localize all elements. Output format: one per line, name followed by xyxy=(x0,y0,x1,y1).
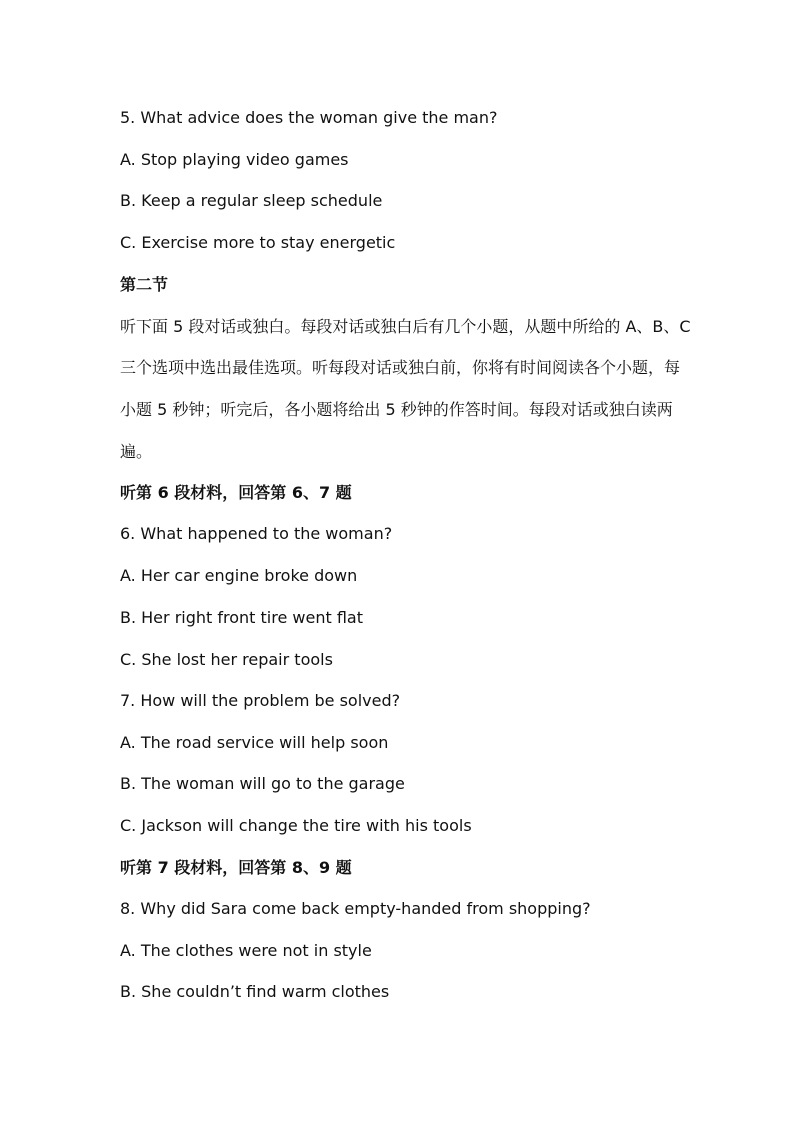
question-6: 6. What happened to the woman? xyxy=(120,524,393,543)
section-2-instructions-line-4: 遍。 xyxy=(120,442,153,461)
q6-option-a: A. Her car engine broke down xyxy=(120,566,358,585)
question-5: 5. What advice does the woman give the man? xyxy=(120,108,498,127)
q6-option-b: B. Her right front tire went flat xyxy=(120,608,363,627)
q5-option-a: A. Stop playing video games xyxy=(120,150,349,169)
q5-option-b: B. Keep a regular sleep schedule xyxy=(120,191,383,210)
material-7-heading: 听第 7 段材料，回答第 8、9 题 xyxy=(120,858,352,877)
question-8: 8. Why did Sara come back empty-handed from shopping? xyxy=(120,899,591,918)
q8-option-b: B. She couldn’t find warm clothes xyxy=(120,982,390,1001)
material-6-heading: 听第 6 段材料，回答第 6、7 题 xyxy=(120,483,352,502)
question-7: 7. How will the problem be solved? xyxy=(120,691,401,710)
q7-option-a: A. The road service will help soon xyxy=(120,733,389,752)
section-2-heading: 第二节 xyxy=(120,275,169,294)
q8-option-a: A. The clothes were not in style xyxy=(120,941,372,960)
section-2-instructions-line-2: 三个选项中选出最佳选项。听每段对话或独白前，你将有时间阅读各个小题，每 xyxy=(120,358,681,377)
q7-option-c: C. Jackson will change the tire with his tools xyxy=(120,816,472,835)
section-2-instructions-line-1: 听下面 5 段对话或独白。每段对话或独白后有几个小题，从题中所给的 A、B、C xyxy=(120,317,691,336)
q5-option-c: C. Exercise more to stay energetic xyxy=(120,233,396,252)
q6-option-c: C. She lost her repair tools xyxy=(120,650,333,669)
q7-option-b: B. The woman will go to the garage xyxy=(120,774,405,793)
section-2-instructions-line-3: 小题 5 秒钟；听完后，各小题将给出 5 秒钟的作答时间。每段对话或独白读两 xyxy=(120,400,673,419)
